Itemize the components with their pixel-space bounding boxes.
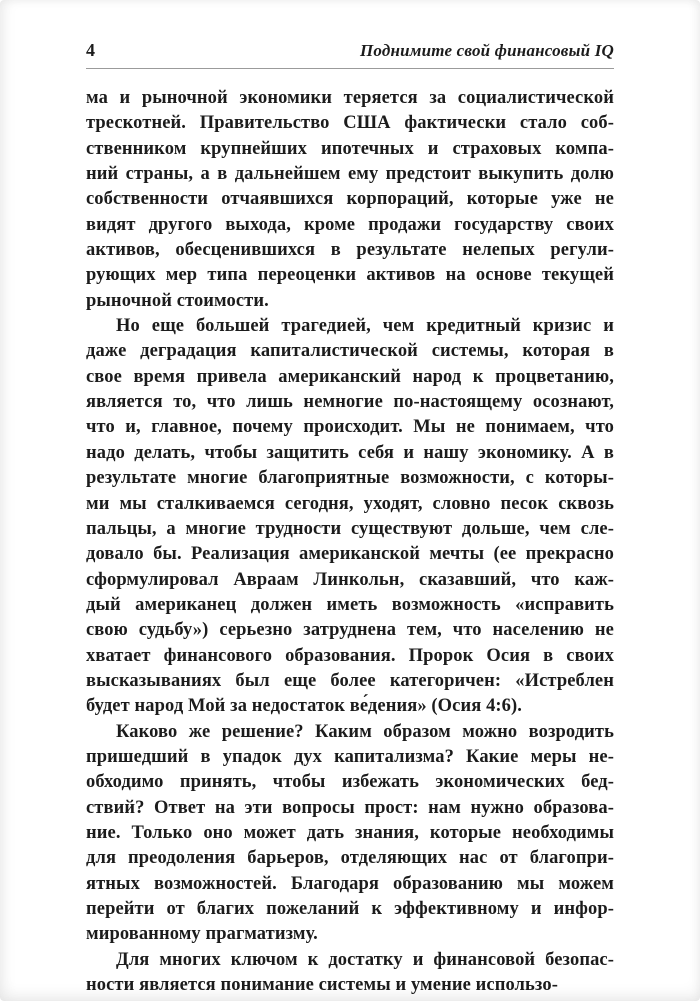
text-line: собственности отчаявшихся корпораций, которые уже не	[86, 189, 614, 210]
text-line: свое время привела американский народ к процветанию,	[86, 366, 614, 387]
text-line: довало бы. Реализация американской мечты (ее прекрасно	[86, 544, 614, 565]
text-line: ма и рыночной экономики теряется за социалистической	[86, 88, 614, 108]
text-line: пришедший в упадок дух капитализма? Какие меры не-	[86, 746, 614, 767]
text-line: Но еще большей трагедией, чем кредитный кризис и	[116, 316, 614, 337]
running-header	[86, 40, 614, 69]
text-line: трескотней. Правительство США фактически стало соб-	[86, 113, 614, 134]
text-line: ятных возможностей. Благодаря образованию мы можем	[86, 873, 614, 894]
text-line: Для многих ключом к достатку и финансовой безопас-	[116, 949, 614, 970]
text-line: видят другого выхода, кроме продажи государству своих	[86, 214, 614, 235]
text-line: активов, обесценившихся в результате нелепых регули-	[86, 240, 614, 261]
page-body	[86, 86, 614, 998]
text-line: перейти от благих пожеланий к эффективному и инфор-	[86, 899, 614, 919]
text-line: обходимо принять, чтобы избежать экономических бед-	[86, 772, 614, 793]
text-line: рыночной стоимости.	[86, 290, 269, 311]
text-line: будет народ Мой за недостаток ве́дения» (Осия 4:6).	[86, 696, 523, 717]
text-line: дый американец должен иметь возможность «исправить	[86, 594, 614, 615]
paragraph	[86, 314, 614, 720]
text-line: ствий? Ответ на эти вопросы прост: нам нужно образова-	[86, 797, 614, 818]
text-line: является то, что лишь немногие по-настоящему осознают,	[86, 392, 614, 413]
text-line: ми мы сталкиваемся сегодня, уходят, словно песок сквозь	[86, 493, 614, 514]
text-line: даже деградация капиталистической системы, которая в	[86, 341, 614, 362]
text-line: результате многие благоприятные возможности, с которы-	[86, 468, 614, 489]
text-line: рующих мер типа переоценки активов на основе текущей	[86, 265, 614, 286]
paragraph	[86, 86, 614, 314]
text-line: Каково же решение? Каким образом можно возродить	[116, 721, 614, 742]
text-line: ности является понимание системы и умение использо-	[86, 975, 558, 996]
text-line: ний страны, а в дальнейшем ему предстоит выкупить долю	[86, 164, 614, 185]
page-number: 4	[86, 40, 95, 60]
text-line: ние. Только оно может дать знания, которые необходимы	[86, 822, 614, 843]
text-line: свою судьбу») серьезно затруднена тем, что населению не	[86, 620, 614, 641]
text-line: сформулировал Авраам Линкольн, сказавший, что каж-	[86, 569, 614, 590]
paragraph	[86, 948, 614, 999]
text-line: надо делать, чтобы защитить себя и нашу экономику. А в	[86, 442, 614, 463]
text-line: ственником крупнейших ипотечных и страховых компа-	[86, 138, 614, 159]
paragraph	[86, 720, 614, 948]
text-line: мированному прагматизму.	[86, 924, 318, 945]
text-line: для преодоления барьеров, отделяющих нас от благопри-	[86, 848, 614, 869]
text-line: что и, главное, почему происходит. Мы не понимаем, что	[86, 417, 614, 438]
running-title: Поднимите свой финансовый IQ	[359, 41, 614, 60]
text-line: пальцы, а многие трудности существуют дольше, чем сле-	[86, 518, 614, 539]
text-line: высказываниях был еще более категоричен: «Истреблен	[86, 670, 614, 691]
text-line: хватает финансового образования. Пророк Осия в своих	[86, 645, 614, 666]
